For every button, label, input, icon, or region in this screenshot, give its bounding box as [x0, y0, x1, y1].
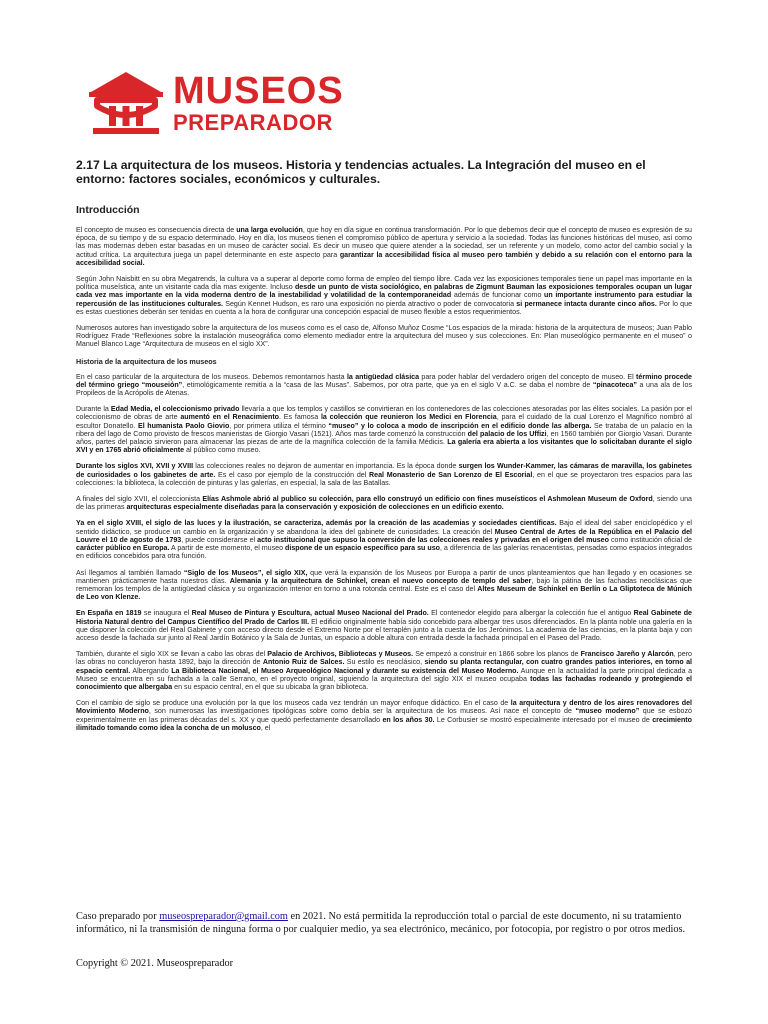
bold-text-run: acto institucional que supuso la conversión de las colecciones reales y privadas en el origen del museo [257, 535, 609, 544]
bold-text-run: “museo” y lo coloca a modo de inscripción en el edificio donde las alberga. [328, 421, 592, 430]
bold-text-run: Alemania y la arquitectura de Schinkel, crean el nuevo concepto de templo del saber [229, 576, 532, 585]
text-run: En el caso particular de la arquitectura de los museos. Debemos remontarnos hasta [76, 372, 347, 381]
body-paragraph [76, 275, 692, 316]
text-run: Aunque en la actualidad la parte principal dedicada a Museo se encuentra en su fachada a la calle Serrano, en el proyecto original, siguiendo la arquitectura del siglo XIX el museo ocupaba [76, 666, 693, 683]
text-run: A partir de este momento, el museo [169, 544, 286, 553]
text-run: , el [260, 723, 271, 732]
body-paragraph [76, 405, 692, 454]
text-run: Con el cambio de siglo se produce una evolución por la que los museos cada vez tendrán un mayor enfoque didáctico. En el caso de [76, 699, 511, 708]
bold-text-run: dispone de un espacio específico para su uso [285, 544, 440, 553]
text-run: además de funcionar como [451, 291, 545, 300]
text-run: como institución oficial de [608, 535, 692, 544]
body-paragraph [76, 324, 692, 349]
body-paragraph [76, 462, 692, 487]
body-paragraph [76, 373, 692, 398]
body-paragraph [76, 569, 692, 602]
text-run: , pero las obras no concluyeron hasta 1892, bajo la dirección de [76, 650, 693, 667]
document-title: 2.17 La arquitectura de los museos. Historia y tendencias actuales. La Integración del museo en el entorno: factores sociales, económicos y culturales. [76, 158, 646, 186]
text-run: a una ala de los Propileos de la Acrópolis de Atenas. [76, 380, 692, 398]
copyright-line: Copyright © 2021. Museospreparador [76, 957, 234, 969]
body-paragraph [76, 519, 692, 560]
bold-text-run: surgen los Wunder-Kammer, las cámaras de maravilla, los gabinetes de curiosidades o los gabinetes de arte. [76, 462, 692, 479]
text-run: , por primera utiliza el término [229, 421, 329, 430]
text-run: Según Kennet Hudson, es raro una exposición no pierda atractivo o poder de convocatoria [223, 299, 517, 308]
body-paragraph [76, 495, 692, 511]
bold-text-run: si permanece intacta durante cinco años. [516, 299, 657, 308]
bold-text-run: “pinacoteca” [592, 380, 637, 389]
bold-text-run: Antonio Ruiz de Salces. [262, 658, 345, 667]
footer-note-after: en 2021. No está permitida la reproducción total o parcial de este documento, ni su tratamiento informático, ni la transmisión de ninguna forma o por cualquier medio, ya sea electrónico, mecánico, por fotocopia, por registro o por otros medios. [76, 911, 686, 936]
bold-text-run: Durante los siglos XVI, XVII y XVIII [76, 462, 194, 471]
bold-text-run: “museo moderno” [575, 707, 640, 716]
footer [76, 910, 692, 970]
bold-text-run: crecimiento ilimitado tomando como idea la concha de un molusco [76, 715, 693, 732]
bold-text-run: del palacio de los Uffizi [467, 429, 547, 438]
text-run: Así llegamos al también llamado [76, 568, 184, 577]
text-run: . Es famosa [279, 413, 321, 422]
bold-text-run: Elías Ashmole abrió al publico su colección, para ello construyó un edificio con fines museísticos el Ashmolean Museum de Oxford [202, 495, 653, 504]
copyright-notice [76, 910, 692, 937]
text-run: Albergando [130, 666, 172, 675]
text-run: , en el que se proyectaron tres espacios para las colecciones: la biblioteca, la colección de pinturas y las galerías, en especial, la sala de las Batallas. [76, 470, 693, 487]
museum-building-icon [89, 68, 163, 136]
contact-email-link[interactable]: museospreparador@gmail.com [159, 911, 288, 922]
body-paragraph [76, 699, 692, 732]
bold-text-run: siendo su planta rectangular, con cuatro grandes patios interiores, en torno al espacio central. [76, 658, 692, 675]
text-run: Según John Naisbitt en su obra Megatrends, la cultura va a superar al deporte como forma de empleo del tiempo libre. Cada vez las exposiciones temporales tiene un papel mas importante en la política museística, ante un visitante cada día mas exigente. Incluso [76, 275, 692, 292]
text-run: , bajo la pátina de las fachadas neoclásicas que rememoran los templos de la antigüedad clásica y su organización interior en torno a una rotonda central. Este es el caso del [76, 576, 692, 593]
text-run: Numerosos autores han investigado sobre la arquitectura de los museos como es el caso de, Alfonso Muñoz Cosme “Los espacios de la mirada: historia de la arquitectura de museos; Juan Pablo Rodríguez Frade “Reflexiones sobre la instalación museográfica como elemento mediador entre la arquitectura del museo y sus colecciones. En: Plan museológico permanente en el museo” o Manuel Blanco Lage “Arquitectura de museos en el siglo XX”. [76, 324, 692, 349]
text-run: El concepto de museo es consecuencia directa de [76, 226, 237, 234]
text-run: Se trataba de un palacio en la ribera del lago de Como provisto de frescos manieristas de Giorgio Vasari (1521). Años mas tarde comenzó la construcción [76, 421, 693, 438]
bold-text-run: una larga evolución [236, 226, 303, 234]
bold-text-run: Museo Central de Artes de la República en el Palacio del Louvre el 10 de agosto de 1793 [76, 527, 692, 544]
bold-text-run: la arquitectura y dentro de los aires renovadores del Movimiento Moderno [76, 699, 692, 716]
bold-text-run: un importante instrumento para estudiar la repercusión de las instituciones culturales. [76, 291, 692, 308]
bold-text-run: Altes Museum de Schinkel en Berlín o La Gliptoteca de Múnich de Leo von Klenze. [76, 584, 692, 602]
bold-text-run: Ya en el siglo XVIII, el siglo de las luces y la ilustración, se caracteriza, además por la creación de las academias y sociedades científicas. [76, 519, 557, 528]
text-run: Bajo el ideal del saber enciclopédico y el sentido didáctico, se produce un cambio en la organización y se abandona la idea del gabinete de curiosidades. La creación del [76, 519, 692, 536]
document-body [76, 158, 692, 740]
text-run: , etimológicamente remitía a la “casa de las Musas”. Sabemos, por otra parte, que ya en el siglo V a.C. se daba el nombre de [182, 380, 593, 389]
body-paragraph [76, 650, 692, 691]
text-run: , a diferencia de las galerías renacentistas, pensadas como espacios integrados en edificios concebidos para otra función. [76, 544, 692, 561]
brand-subtitle: PREPARADOR [173, 110, 333, 135]
text-run: que verá la expansión de los Museos por Europa a partir de unos planteamientos que han llegado y en ocasiones se mantienen prácticamente hasta nuestros días. [76, 568, 693, 585]
bold-text-run: arquitecturas especialmente diseñadas para la conservación y exposición de colecciones en un edificio exento. [126, 503, 504, 512]
bold-text-run: la antigüedad clásica [346, 372, 420, 381]
paragraph-list [76, 226, 692, 732]
bold-text-run: En España en 1819 [76, 609, 142, 618]
text-run: se inaugura el [141, 609, 192, 618]
text-run: Durante la [76, 405, 111, 414]
text-run: que se esbozó experimentalmente en las primeras décadas del s. XX y que quedó perfectamente desarrollado [76, 707, 692, 724]
text-run: Le Corbusier se mostró especialmente interesado por el museo de [434, 715, 653, 724]
text-run: Es el caso por ejemplo de la construcción del [215, 470, 370, 479]
text-run: las colecciones reales no dejaron de aumentar en importancia. Es la época donde [193, 462, 459, 471]
bold-text-run: aumentó en el Renacimiento [180, 413, 280, 422]
text-run: para poder hablar del verdadero origen del concepto de museo. El [419, 372, 637, 381]
text-run: Se empezó a construir en 1866 sobre los planos de [413, 650, 581, 659]
bold-text-run: El humanista Paolo Giovio [137, 421, 230, 430]
brand-logo [89, 68, 344, 138]
text-run: , que hoy en día sigue en continua transformación. Por lo que debemos decir que el concepto de museo es expresión de su época, de su tiempo y de su espacio determinado. Hoy en día, los museos tienen el compromiso público de apertura y servicio a la sociedad. Todas las funciones históricas del museo, así como las mas modernas deben estar basadas en un museo de carácter social. Es decir un museo que quiere atender a la sociedad, ser un referente y un modelo, como actor del cambio social y la actitud crítica. La arquitectura juega un papel determinante en este aspecto para [76, 226, 693, 259]
bold-text-run: garantizar la accesibilidad física al museo pero también y debido a su relación con el entorno para la accesibilidad social. [76, 250, 692, 267]
bold-text-run: en los años 30. [382, 715, 435, 724]
bold-text-run: carácter público en Europa. [76, 544, 170, 553]
brand-name: MUSEOS [173, 70, 344, 112]
bold-text-run: Francisco Jareño y Alarcón [580, 650, 674, 659]
text-run: A finales del siglo XVII, el coleccionista [76, 495, 203, 504]
body-paragraph [76, 609, 692, 642]
text-run: en su espacio central, en el que su ubicaba la gran biblioteca. [172, 682, 369, 691]
bold-text-run: Edad Media, el coleccionismo privado [110, 405, 240, 414]
bold-text-run: Real Gabinete de Historia Natural dentro del Campus Científico del Prado de Carlos III. [76, 609, 693, 626]
text-run: , puede considerarse el [181, 535, 258, 544]
bold-text-run: La galería era abierta a los visitantes que lo solicitaban durante el siglo XVI y en 1765 abrió oficialmente [76, 438, 692, 455]
text-run: , para el cuidado de la cual Lorenzo el Magnífico nombró al escultor Donatello. [76, 413, 692, 430]
text-run: El edificio originalmente había sido concebido para albergar tres usos diferenciados. En la planta noble una galería en la que disponer la colección del Real Gabinete y con acceso directo desde el Extremo Norte por el terraplén junto a la cuesta de los Jerónimos. La academia de las ciencias, en la planta baja y con acceso desde la fachada sur junto al Real Jardín Botánico y la Sala de Juntas, un espacio a doble altura con entrada desde la fachada principal en el Paseo del Prado. [76, 617, 692, 642]
bold-text-run: la colección que reunieron los Medici en Florencia [320, 413, 497, 422]
text-run: , siendo una de las primeras [76, 495, 692, 512]
bold-text-run: desde un punto de vista sociológico, en palabras de Zigmunt Bauman las exposiciones temporales ocupan un lugar cada vez mas importante en la vida moderna dentro de la inestabilidad y volatilidad de la contemporaneidad [76, 283, 693, 300]
bold-text-run: término procede del término griego “mouseión” [76, 372, 692, 389]
bold-text-run: Real Monasterio de San Lorenzo de El Escorial [369, 470, 533, 479]
text-run: al público como museo. [184, 446, 261, 455]
body-paragraph [76, 226, 692, 267]
history-heading: Historia de la arquitectura de los museos [76, 356, 217, 366]
intro-heading: Introducción [76, 204, 140, 216]
text-run: , son numerosas las investigaciones tipológicas sobre como debía ser la arquitectura de los museos. Así nace el concepto de [148, 707, 576, 716]
bold-text-run: “Siglo de los Museos”, el siglo XIX, [183, 568, 308, 577]
text-run: Por lo que es estas cuestiones deberán ser tenidas en cuenta a la hora de configurar una concepción espacial de museo flexible a estos requerimientos. [76, 299, 693, 316]
bold-text-run: La Biblioteca Nacional, el Museo Arqueológico Nacional y durante su existencia del Museo Moderno. [171, 666, 519, 675]
footer-note-before: Caso preparado por [76, 911, 160, 922]
text-run: Su estilo es neoclásico, [344, 658, 425, 667]
text-run: El contenedor elegido para albergar la colección fue el antiguo [428, 609, 634, 618]
text-run: llevaría a que los templos y castillos se convirtieran en los contenedores de las colecciones atesoradas por las élites sociales. La pasión por el coleccionismo de obras de arte [76, 405, 692, 422]
bold-text-run: Real Museo de Pintura y Escultura, actual Museo Nacional del Prado. [191, 609, 429, 618]
text-run: También, durante el siglo XIX se llevan a cabo las obras del [76, 650, 268, 659]
bold-text-run: Palacio de Archivos, Bibliotecas y Museos. [267, 650, 414, 659]
bold-text-run: todas las fachadas rodeando y protegiendo el conocimiento que albergaba [76, 674, 692, 691]
text-run: , en 1560 también por Giorgio Vasari. Durante años, partes del palacio sirvieron para almacenar las piezas de arte de la magnífica colección de la familia Médicis. [76, 429, 692, 447]
